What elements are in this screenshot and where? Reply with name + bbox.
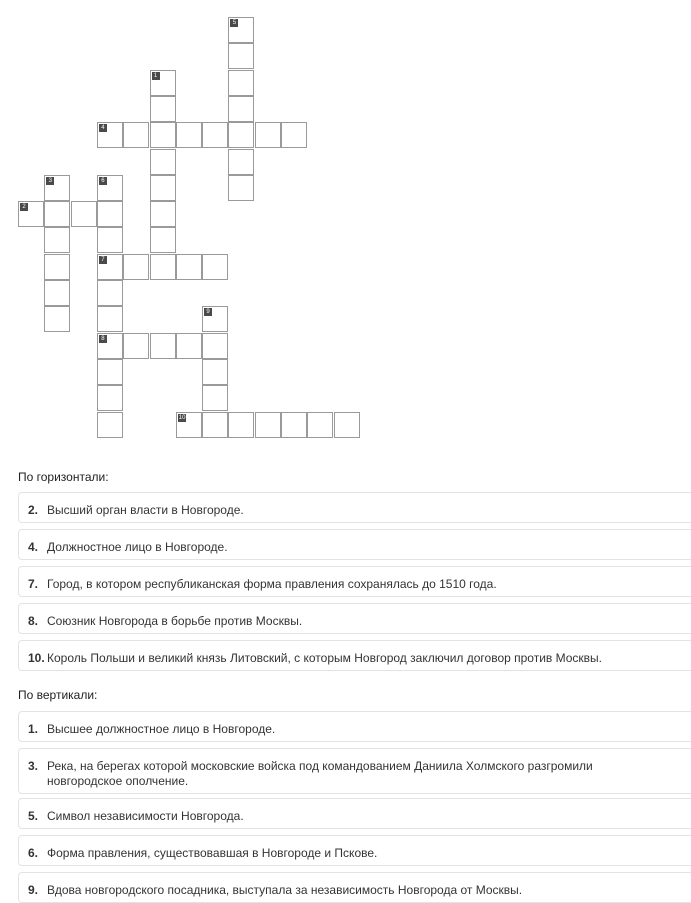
down-heading: По вертикали: (18, 688, 98, 702)
clue-number-marker: 10 (178, 414, 186, 421)
grid-cell[interactable] (281, 122, 307, 148)
clue-number: 2. (28, 503, 39, 517)
grid-cell[interactable] (97, 333, 123, 359)
grid-cell[interactable] (202, 412, 228, 438)
clue-down-6 (18, 835, 691, 866)
grid-cell[interactable] (150, 122, 176, 148)
grid-cell[interactable] (150, 333, 176, 359)
clue-number: 4. (28, 540, 39, 554)
grid-cell[interactable] (202, 306, 228, 332)
clue-number: 5. (28, 809, 39, 823)
clue-down-5 (18, 798, 691, 829)
clue-text: Высшее должностное лицо в Новгороде. (47, 722, 276, 736)
grid-cell[interactable] (202, 385, 228, 411)
grid-cell[interactable] (97, 280, 123, 306)
grid-cell[interactable] (150, 70, 176, 96)
grid-cell[interactable] (71, 201, 97, 227)
clue-down-3 (18, 748, 691, 794)
grid-cell[interactable] (176, 412, 202, 438)
grid-cell[interactable] (97, 412, 123, 438)
grid-cell[interactable] (150, 254, 176, 280)
clue-number: 9. (28, 883, 39, 897)
clue-across-10 (18, 640, 691, 671)
clue-number: 7. (28, 577, 39, 591)
clue-number-marker: 5 (230, 19, 238, 27)
grid-cell[interactable] (176, 333, 202, 359)
grid-cell[interactable] (176, 122, 202, 148)
clue-number-marker: 1 (152, 72, 160, 80)
grid-cell[interactable] (150, 96, 176, 122)
grid-cell[interactable] (228, 149, 254, 175)
grid-cell[interactable] (44, 306, 70, 332)
clue-text: Символ независимости Новгорода. (47, 809, 244, 823)
clue-number-marker: 4 (99, 124, 107, 132)
grid-cell[interactable] (18, 201, 44, 227)
grid-cell[interactable] (97, 201, 123, 227)
grid-cell[interactable] (202, 333, 228, 359)
grid-cell[interactable] (150, 201, 176, 227)
grid-cell[interactable] (228, 43, 254, 69)
grid-cell[interactable] (44, 254, 70, 280)
grid-cell[interactable] (44, 280, 70, 306)
clue-across-4 (18, 529, 691, 560)
grid-cell[interactable] (228, 17, 254, 43)
grid-cell[interactable] (150, 149, 176, 175)
crossword-grid (0, 0, 691, 445)
clue-text: Высший орган власти в Новгороде. (47, 503, 244, 517)
grid-cell[interactable] (123, 333, 149, 359)
clue-number-marker: 3 (46, 177, 54, 185)
grid-cell[interactable] (97, 254, 123, 280)
grid-cell[interactable] (307, 412, 333, 438)
grid-cell[interactable] (123, 122, 149, 148)
grid-cell[interactable] (97, 175, 123, 201)
clue-number: 10. (28, 651, 45, 665)
grid-cell[interactable] (255, 412, 281, 438)
grid-cell[interactable] (97, 227, 123, 253)
grid-cell[interactable] (150, 175, 176, 201)
grid-cell[interactable] (228, 412, 254, 438)
across-heading: По горизонтали: (18, 470, 109, 484)
clue-number-marker: 6 (99, 177, 107, 185)
grid-cell[interactable] (97, 122, 123, 148)
grid-cell[interactable] (150, 227, 176, 253)
clue-text: Форма правления, существовавшая в Новгороде и Пскове. (47, 846, 378, 860)
grid-cell[interactable] (228, 70, 254, 96)
clue-across-7 (18, 566, 691, 597)
clue-number: 6. (28, 846, 39, 860)
grid-cell[interactable] (334, 412, 360, 438)
clue-text: Союзник Новгорода в борьбе против Москвы. (47, 614, 303, 628)
grid-cell[interactable] (228, 175, 254, 201)
grid-cell[interactable] (202, 254, 228, 280)
clue-number: 8. (28, 614, 39, 628)
grid-cell[interactable] (255, 122, 281, 148)
clue-text: Вдова новгородского посадника, выступала за независимость Новгорода от Москвы. (47, 883, 523, 897)
grid-cell[interactable] (281, 412, 307, 438)
clue-across-8 (18, 603, 691, 634)
clue-text: Король Польши и великий князь Литовский, с которым Новгород заключил договор против Москвы. (47, 651, 602, 665)
clue-number-marker: 2 (20, 203, 28, 211)
grid-cell[interactable] (97, 359, 123, 385)
clue-number-marker: 7 (99, 256, 107, 264)
clue-down-9 (18, 872, 691, 903)
grid-cell[interactable] (44, 201, 70, 227)
grid-cell[interactable] (44, 227, 70, 253)
grid-cell[interactable] (228, 96, 254, 122)
clue-text: Должностное лицо в Новгороде. (47, 540, 228, 554)
grid-cell[interactable] (123, 254, 149, 280)
clue-text: Город, в котором республиканская форма правления сохранялась до 1510 года. (47, 577, 497, 591)
grid-cell[interactable] (202, 122, 228, 148)
clue-number-marker: 9 (204, 308, 212, 316)
grid-cell[interactable] (228, 122, 254, 148)
grid-cell[interactable] (97, 306, 123, 332)
clue-text: Река, на берегах которой московские войска под командованием Даниила Холмского разгромили новгородское ополчение. (47, 759, 593, 788)
clue-number-marker: 8 (99, 335, 107, 343)
clue-across-2 (18, 492, 691, 523)
grid-cell[interactable] (97, 385, 123, 411)
grid-cell[interactable] (176, 254, 202, 280)
grid-cell[interactable] (202, 359, 228, 385)
clue-number: 3. (28, 759, 39, 773)
grid-cell[interactable] (44, 175, 70, 201)
clue-number: 1. (28, 722, 39, 736)
clue-down-1 (18, 711, 691, 742)
